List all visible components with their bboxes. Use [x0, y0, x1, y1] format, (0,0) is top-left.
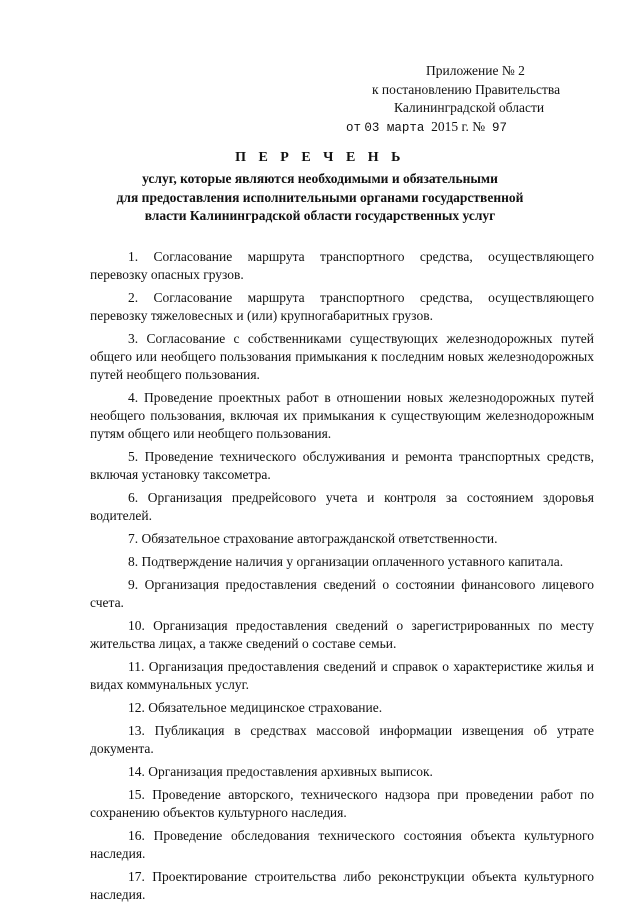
list-item: 11. Организация предоставления сведений и справок о характеристике жилья и видах коммунальных услуг.: [90, 659, 594, 692]
list-item: 8. Подтверждение наличия у организации оплаченного уставного капитала.: [128, 554, 564, 569]
list-item: 7. Обязательное страхование автогражданской ответственности.: [128, 531, 498, 546]
services-list: [90, 248, 594, 909]
annex-number-line: Приложение № 2: [426, 63, 525, 78]
list-item: 1. Согласование маршрута транспортного средства, осуществляющего перевозку опасных грузов.: [90, 249, 594, 282]
subtitle-line: власти Калининградской области государственных услуг: [144, 208, 496, 223]
subtitle-line: услуг, которые являются необходимыми и обязательными: [142, 171, 498, 186]
annex-date-value: 03 марта: [364, 120, 425, 135]
list-item: 6. Организация предрейсового учета и контроля за состоянием здоровья водителей.: [90, 490, 594, 523]
list-item: 5. Проведение технического обслуживания и ремонта транспортных средств, включая установку таксометра.: [90, 449, 594, 482]
list-item: 3. Согласование с собственниками существующих железнодорожных путей общего или необщего пользования примыкания к последним новых железнодорожных путей необщего пользования.: [90, 331, 594, 382]
document-subtitle: [90, 170, 550, 226]
list-item: 4. Проведение проектных работ в отношении новых железнодорожных путей необщего пользования, включая их примыкания к существующим железнодорожным путям общего или необщего пользования.: [90, 390, 594, 441]
list-item: 12. Обязательное медицинское страхование.: [128, 700, 383, 715]
annex-resolution-number: 97: [491, 120, 507, 135]
list-item: 15. Проведение авторского, технического надзора при проведении работ по сохранению объектов культурного наследия.: [90, 787, 594, 820]
list-item: 17. Проектирование строительства либо реконструкции объекта культурного наследия.: [90, 869, 594, 902]
list-item: 2. Согласование маршрута транспортного средства, осуществляющего перевозку тяжеловесных и (или) крупногабаритных грузов.: [90, 290, 594, 323]
annex-resolution-line: к постановлению Правительства: [372, 81, 561, 97]
annex-region-line: Калининградской области: [394, 100, 545, 115]
subtitle-line: для предоставления исполнительными органами государственной: [116, 189, 524, 205]
list-item: 13. Публикация в средствах массовой информации извещения об утрате документа.: [90, 723, 594, 756]
list-item: 16. Проведение обследования технического состояния объекта культурного наследия.: [90, 828, 594, 861]
annex-date-line: [346, 118, 606, 138]
list-item: 14. Организация предоставления архивных выписок.: [128, 764, 433, 779]
list-item: 9. Организация предоставления сведений о состоянии финансового лицевого счета.: [90, 577, 594, 610]
document-heading: [90, 148, 550, 226]
annex-date-prefix: от: [346, 120, 362, 135]
list-item: 10. Организация предоставления сведений о зарегистрированных по месту жительства лицах, а также сведений о составе семьи.: [90, 618, 594, 651]
annex-header: [346, 62, 606, 137]
annex-year-part: 2015 г. №: [431, 118, 486, 134]
document-title: П Е Р Е Ч Е Н Ь: [235, 150, 405, 165]
